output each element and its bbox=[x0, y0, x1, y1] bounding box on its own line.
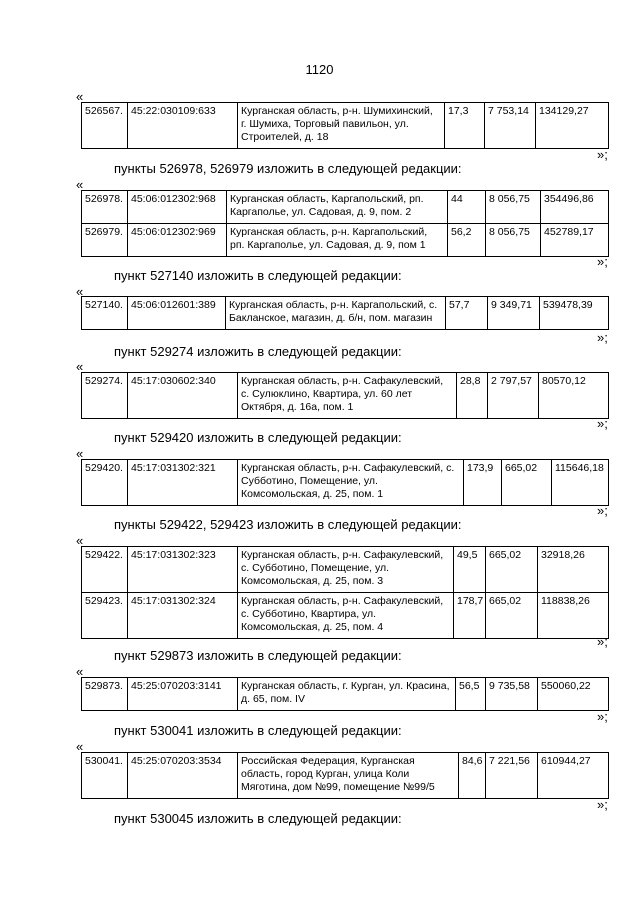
intro-text: пункт 529420 изложить в следующей редакции: bbox=[114, 430, 402, 445]
row-number: 530041. bbox=[82, 753, 128, 799]
intro-text: пункты 526978, 526979 изложить в следующей редакции: bbox=[114, 161, 462, 176]
price: 665,02 bbox=[502, 460, 552, 506]
quote-open: « bbox=[76, 177, 84, 192]
table-row bbox=[82, 103, 609, 149]
quote-open: « bbox=[76, 664, 84, 679]
table-530041 bbox=[81, 752, 609, 799]
price: 665,02 bbox=[486, 547, 538, 593]
quote-open: « bbox=[76, 359, 84, 374]
cadastral-number: 45:25:070203:3534 bbox=[128, 753, 238, 799]
quote-open: « bbox=[76, 284, 84, 299]
row-number: 529420. bbox=[82, 460, 128, 506]
address: Российская Федерация, Курганская область, город Курган, улица Коли Мяготина, дом №99, помещение №99/5 bbox=[238, 753, 459, 799]
value: 118838,26 bbox=[538, 593, 609, 639]
table-526978-526979 bbox=[81, 190, 609, 257]
quote-close: »; bbox=[597, 503, 608, 518]
area: 173,9 bbox=[464, 460, 502, 506]
address: Курганская область, р-н. Шумихинский, г. Шумиха, Торговый павильон, ул. Строителей, д. 18 bbox=[238, 103, 445, 149]
row-number: 526978. bbox=[82, 191, 128, 224]
quote-open: « bbox=[76, 446, 84, 461]
table-row bbox=[82, 373, 609, 419]
page-number: 1120 bbox=[305, 62, 334, 77]
price: 2 797,57 bbox=[488, 373, 539, 419]
table-row bbox=[82, 678, 609, 711]
cadastral-number: 45:17:031302:323 bbox=[128, 547, 238, 593]
row-number: 529422. bbox=[82, 547, 128, 593]
address: Курганская область, р-н. Сафакулевский, с. Субботино, Квартира, ул. Комсомольская, д. 25, пом. 4 bbox=[238, 593, 454, 639]
row-number: 526979. bbox=[82, 224, 128, 257]
quote-open: « bbox=[76, 89, 84, 104]
value: 134129,27 bbox=[536, 103, 609, 149]
area: 44 bbox=[448, 191, 486, 224]
table-529274 bbox=[81, 372, 609, 419]
area: 84,6 bbox=[459, 753, 486, 799]
area: 57,7 bbox=[446, 297, 488, 330]
intro-text: пункт 527140 изложить в следующей редакции: bbox=[114, 268, 402, 283]
value: 354496,86 bbox=[541, 191, 609, 224]
intro-text: пункт 529274 изложить в следующей редакции: bbox=[114, 344, 402, 359]
cadastral-number: 45:22:030109:633 bbox=[128, 103, 238, 149]
value: 115646,18 bbox=[552, 460, 609, 506]
price: 7 753,14 bbox=[485, 103, 536, 149]
intro-text: пункт 530045 изложить в следующей редакции: bbox=[114, 811, 402, 826]
price: 7 221,56 bbox=[486, 753, 538, 799]
address: Курганская область, г. Курган, ул. Красина, д. 65, пом. IV bbox=[238, 678, 456, 711]
address: Курганская область, р-н. Сафакулевский, с. Сулюклино, Квартира, ул. 60 лет Октября, д. 16а, пом. 1 bbox=[238, 373, 457, 419]
price: 8 056,75 bbox=[486, 224, 541, 257]
cadastral-number: 45:17:030602:340 bbox=[128, 373, 238, 419]
table-526567 bbox=[81, 102, 609, 149]
price: 9 349,71 bbox=[488, 297, 540, 330]
cadastral-number: 45:17:031302:324 bbox=[128, 593, 238, 639]
area: 178,7 bbox=[454, 593, 486, 639]
quote-close: »; bbox=[597, 416, 608, 431]
table-row bbox=[82, 547, 609, 593]
value: 80570,12 bbox=[539, 373, 609, 419]
intro-text: пункты 529422, 529423 изложить в следующей редакции: bbox=[114, 517, 462, 532]
value: 610944,27 bbox=[538, 753, 609, 799]
price: 665,02 bbox=[486, 593, 538, 639]
cadastral-number: 45:06:012302:969 bbox=[128, 224, 227, 257]
table-529422-529423 bbox=[81, 546, 609, 639]
quote-close: »; bbox=[597, 709, 608, 724]
table-529420 bbox=[81, 459, 609, 506]
row-number: 527140. bbox=[82, 297, 128, 330]
quote-open: « bbox=[76, 533, 84, 548]
area: 56,2 bbox=[448, 224, 486, 257]
cadastral-number: 45:25:070203:3141 bbox=[128, 678, 238, 711]
value: 452789,17 bbox=[541, 224, 609, 257]
row-number: 526567. bbox=[82, 103, 128, 149]
cadastral-number: 45:06:012302:968 bbox=[128, 191, 227, 224]
table-529873 bbox=[81, 677, 609, 711]
value: 550060,22 bbox=[538, 678, 609, 711]
address: Курганская область, р-н. Сафакулевский, с. Субботино, Помещение, ул. Комсомольская, д. 25, пом. 3 bbox=[238, 547, 454, 593]
address: Курганская область, р-н. Сафакулевский, с. Субботино, Помещение, ул. Комсомольская, д. 25, пом. 1 bbox=[238, 460, 464, 506]
intro-text: пункт 530041 изложить в следующей редакции: bbox=[114, 723, 402, 738]
row-number: 529873. bbox=[82, 678, 128, 711]
cadastral-number: 45:17:031302:321 bbox=[128, 460, 238, 506]
area: 17,3 bbox=[445, 103, 485, 149]
table-527140 bbox=[81, 296, 609, 330]
area: 56,5 bbox=[456, 678, 486, 711]
value: 32918,26 bbox=[538, 547, 609, 593]
address: Курганская область, Каргапольский, рп. Каргаполье, ул. Садовая, д. 9, пом. 2 bbox=[227, 191, 448, 224]
address: Курганская область, р-н. Каргапольский, рп. Каргаполье, ул. Садовая, д. 9, пом 1 bbox=[227, 224, 448, 257]
quote-close: »; bbox=[597, 634, 608, 649]
value: 539478,39 bbox=[540, 297, 609, 330]
row-number: 529274. bbox=[82, 373, 128, 419]
quote-close: »; bbox=[597, 797, 608, 812]
quote-close: »; bbox=[597, 147, 608, 162]
table-row bbox=[82, 297, 609, 330]
area: 49,5 bbox=[454, 547, 486, 593]
quote-close: »; bbox=[597, 330, 608, 345]
row-number: 529423. bbox=[82, 593, 128, 639]
address: Курганская область, р-н. Каргапольский, с. Бакланское, магазин, д. б/н, пом. магазин bbox=[226, 297, 446, 330]
area: 28,8 bbox=[457, 373, 488, 419]
quote-close: »; bbox=[597, 254, 608, 269]
table-row bbox=[82, 753, 609, 799]
table-row bbox=[82, 224, 609, 257]
price: 8 056,75 bbox=[486, 191, 541, 224]
cadastral-number: 45:06:012601:389 bbox=[128, 297, 226, 330]
price: 9 735,58 bbox=[486, 678, 538, 711]
intro-text: пункт 529873 изложить в следующей редакции: bbox=[114, 648, 402, 663]
quote-open: « bbox=[76, 739, 84, 754]
table-row bbox=[82, 593, 609, 639]
table-row bbox=[82, 191, 609, 224]
table-row bbox=[82, 460, 609, 506]
